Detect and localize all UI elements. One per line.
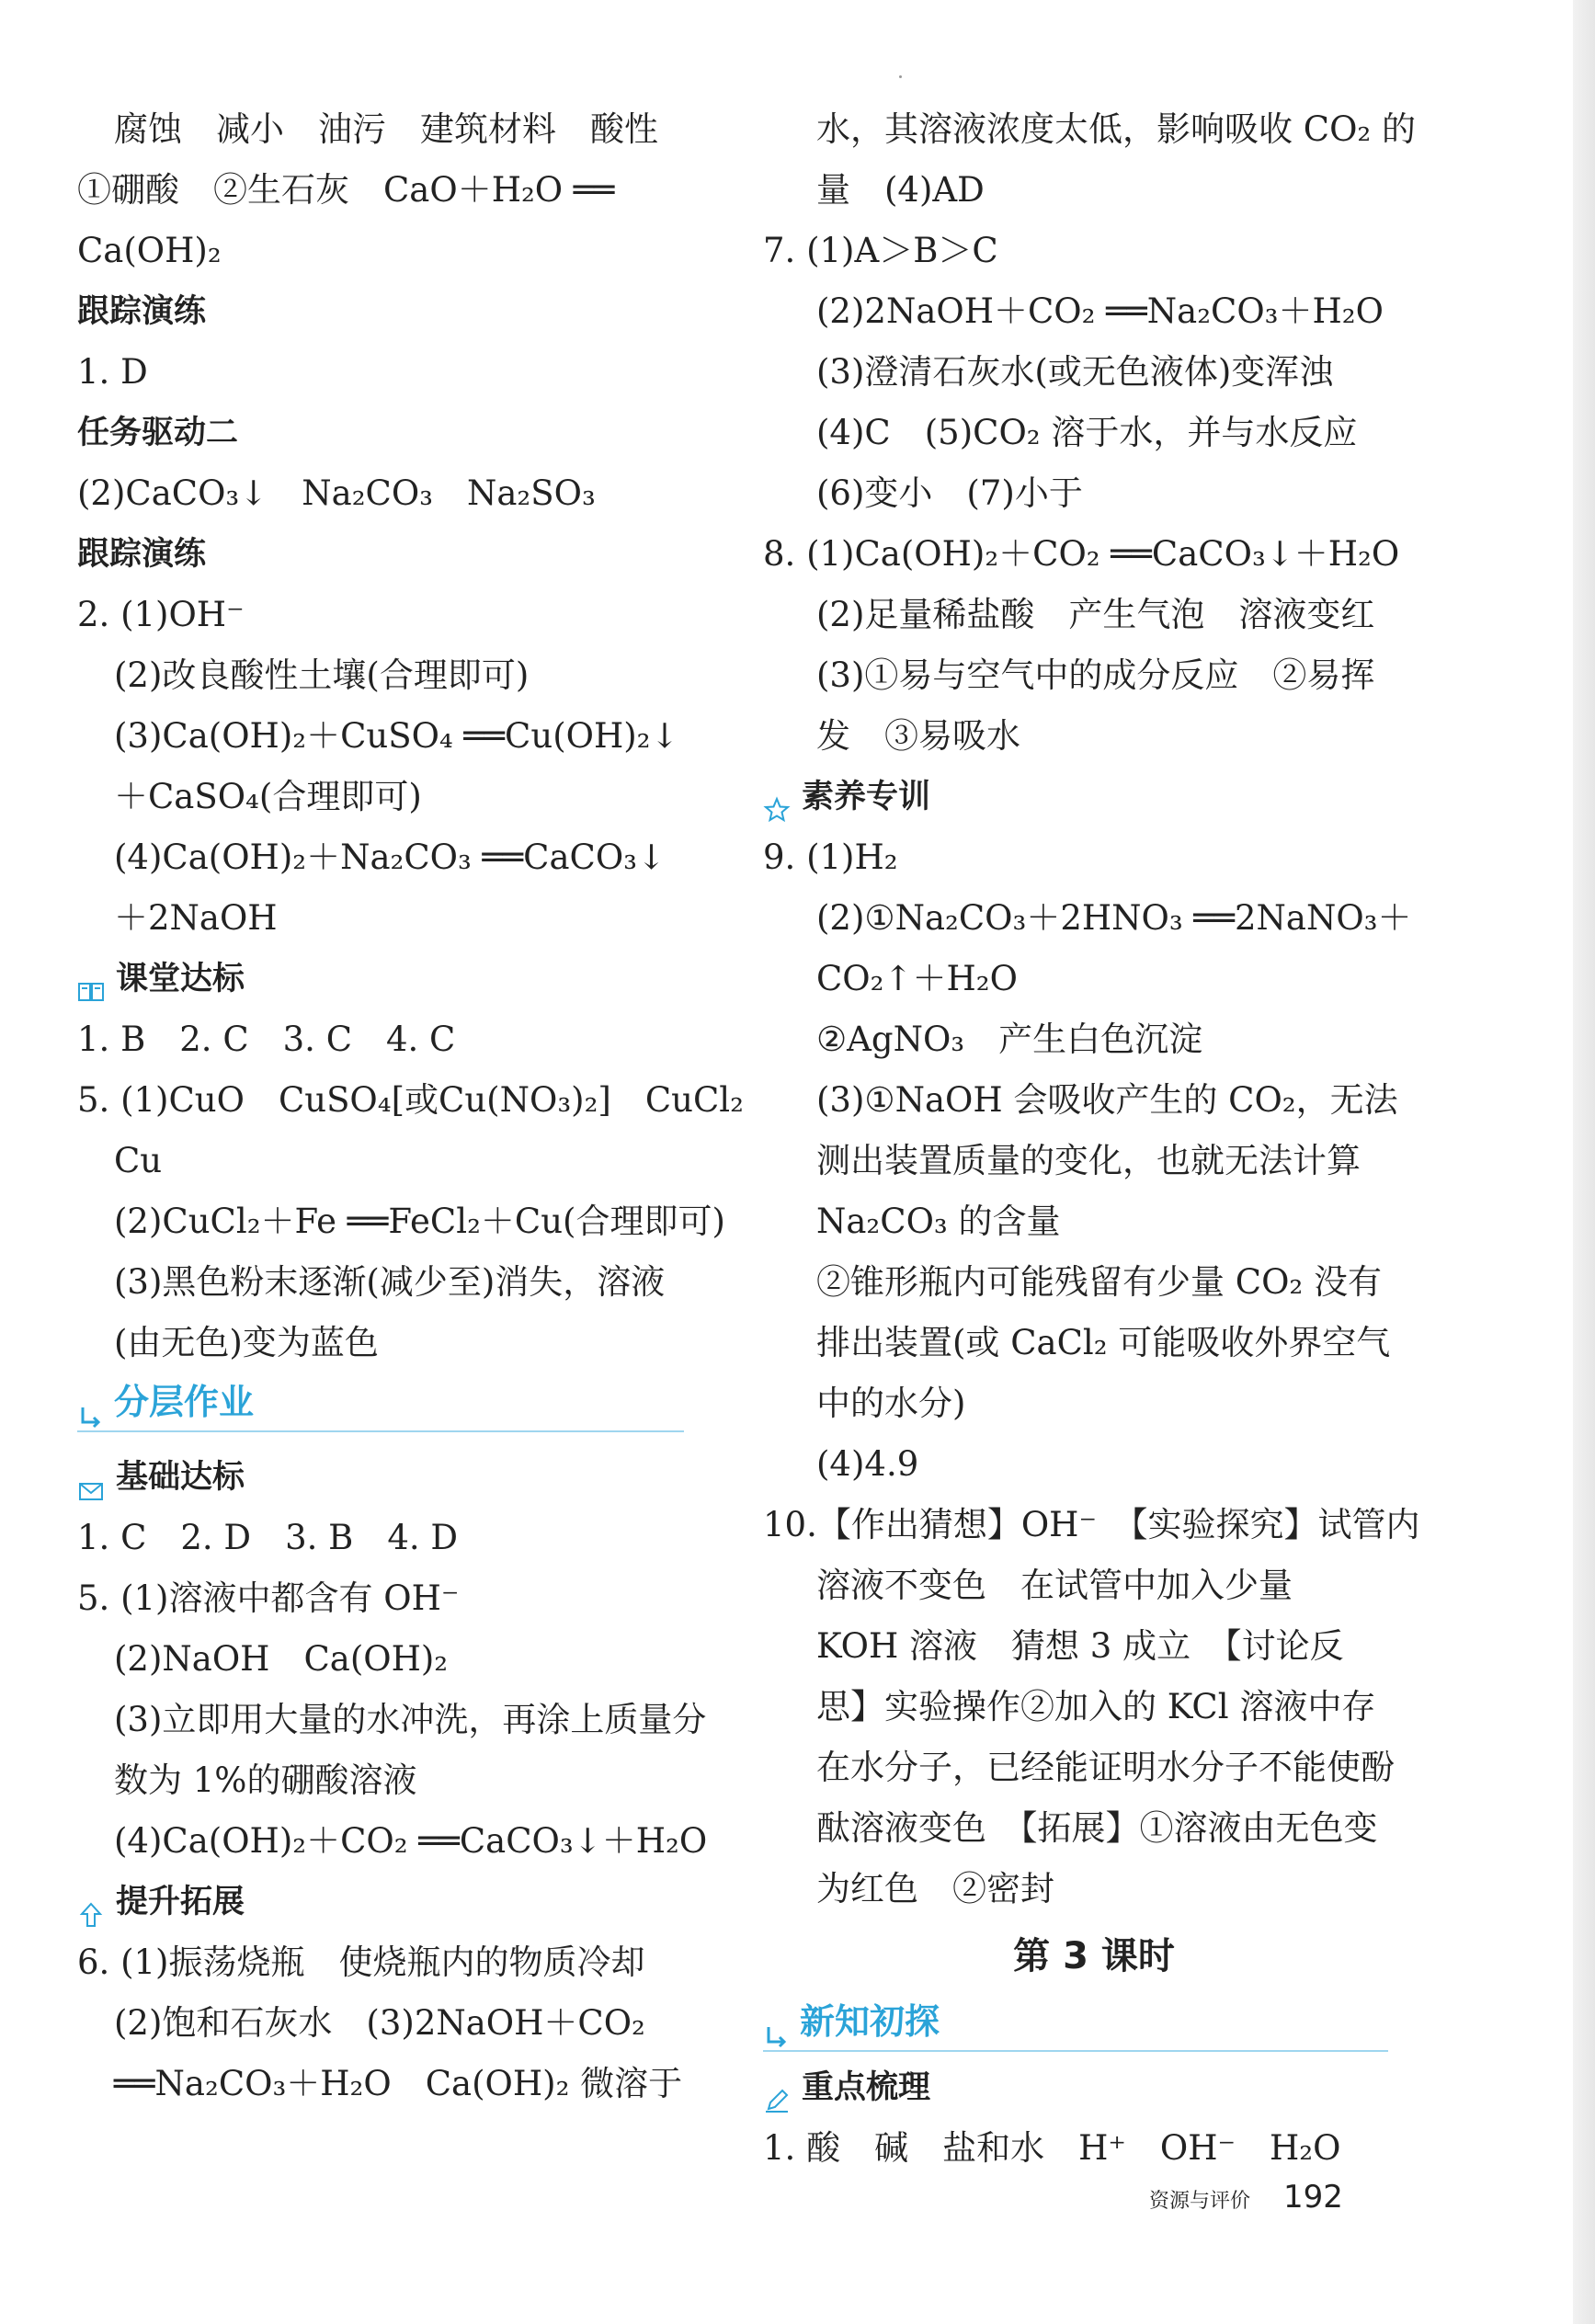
left-lines-2 bbox=[77, 1009, 744, 1373]
text-line: ＋2NaOH bbox=[114, 898, 278, 938]
page-footer bbox=[1149, 2179, 1343, 2216]
text-line: 发 ③易吸水 bbox=[816, 716, 1020, 756]
page-number: 192 bbox=[1283, 2179, 1343, 2216]
text-line: (2)①Na₂CO₃＋2HNO₃ ══2NaNO₃＋ bbox=[816, 898, 1412, 938]
text-line: 数为 1%的硼酸溶液 bbox=[114, 1760, 417, 1800]
lesson-title: 第 3 课时 bbox=[1013, 1935, 1175, 1977]
section-suyang bbox=[763, 767, 1425, 827]
page-edge-shadow bbox=[1573, 0, 1595, 2324]
section-zhongdian-label: 重点梳理 bbox=[802, 2069, 931, 2106]
text-line: 量 (4)AD bbox=[816, 170, 985, 210]
section-ketang-label: 课堂达标 bbox=[116, 961, 245, 997]
text-line: 排出装置(或 CaCl₂ 可能吸收外界空气 bbox=[816, 1323, 1391, 1362]
text-line: (3)Ca(OH)₂＋CuSO₄ ══Cu(OH)₂↓ bbox=[114, 716, 679, 756]
text-line: 在水分子，已经能证明水分子不能使酚 bbox=[816, 1748, 1395, 1787]
section-zhongdian bbox=[763, 2057, 1425, 2118]
envelope-icon bbox=[77, 1464, 105, 1491]
text-line: 7. (1)A＞B＞C bbox=[763, 231, 998, 270]
text-line: CO₂↑＋H₂O bbox=[816, 959, 1018, 998]
text-line: ②AgNO₃ 产生白色沉淀 bbox=[816, 1020, 1203, 1059]
text-line: 1. 酸 碱 盐和水 H⁺ OH⁻ H₂O bbox=[763, 2128, 1341, 2168]
text-line: Cu bbox=[114, 1141, 163, 1180]
text-line: (4)C (5)CO₂ 溶于水，并与水反应 bbox=[816, 413, 1358, 452]
right-lines-2 bbox=[763, 827, 1425, 1920]
book-icon bbox=[77, 965, 105, 993]
arrow-corner-icon bbox=[763, 2009, 789, 2034]
text-line: 水，其溶液浓度太低，影响吸收 CO₂ 的 bbox=[816, 109, 1416, 149]
text-line: 9. (1)H₂ bbox=[763, 837, 898, 877]
left-lines-1 bbox=[77, 99, 721, 949]
section-xinzhi-label: 新知初探 bbox=[800, 2001, 940, 2042]
text-line: 测出装置质量的变化，也就无法计算 bbox=[816, 1141, 1361, 1180]
text-line: (3)澄清石灰水(或无色液体)变浑浊 bbox=[816, 352, 1334, 392]
text-line: (3)①NaOH 会吸收产生的 CO₂，无法 bbox=[816, 1080, 1398, 1120]
star-icon bbox=[763, 783, 791, 811]
text-line: (2)2NaOH＋CO₂ ══Na₂CO₃＋H₂O bbox=[816, 291, 1384, 331]
up-arrow-icon bbox=[77, 1888, 105, 1916]
text-line: 思】实验操作②加入的 KCl 溶液中存 bbox=[816, 1687, 1376, 1726]
text-line: ＋CaSO₄(合理即可) bbox=[114, 777, 422, 816]
text-line: Na₂CO₃ 的含量 bbox=[816, 1202, 1061, 1241]
section-suyang-label: 素养专训 bbox=[802, 779, 931, 815]
section-jichu bbox=[77, 1447, 721, 1508]
text-line: 2. (1)OH⁻ bbox=[77, 595, 245, 634]
section-ketang bbox=[77, 949, 721, 1009]
pen-icon bbox=[763, 2074, 791, 2102]
text-line: (3)立即用大量的水冲洗，再涂上质量分 bbox=[114, 1700, 707, 1739]
text-line: (2)CuCl₂＋Fe ══FeCl₂＋Cu(合理即可) bbox=[114, 1202, 725, 1241]
text-line: ══Na₂CO₃＋H₂O Ca(OH)₂ 微溶于 bbox=[114, 2064, 683, 2103]
text-line: (2)NaOH Ca(OH)₂ bbox=[114, 1639, 449, 1679]
text-line: (3)①易与空气中的成分反应 ②易挥 bbox=[816, 655, 1375, 695]
text-line: Ca(OH)₂ bbox=[77, 231, 222, 270]
text-line: ①硼酸 ②生石灰 CaO＋H₂O ══ bbox=[77, 170, 615, 210]
text-line: (2)改良酸性土壤(合理即可) bbox=[114, 655, 530, 695]
left-lines-3 bbox=[77, 1508, 721, 1872]
text-line: 跟踪演练 bbox=[77, 293, 207, 330]
text-line: 5. (1)CuO CuSO₄[或Cu(NO₃)₂] CuCl₂ bbox=[77, 1080, 744, 1120]
text-line: (6)变小 (7)小于 bbox=[816, 473, 1083, 513]
right-lines-1 bbox=[763, 99, 1425, 767]
section-fenceng-label: 分层作业 bbox=[114, 1382, 255, 1422]
text-line: 5. (1)溶液中都含有 OH⁻ bbox=[77, 1578, 460, 1618]
footer-label: 资源与评价 bbox=[1149, 2190, 1251, 2213]
text-line: (3)黑色粉末逐渐(减少至)消失，溶液 bbox=[114, 1262, 666, 1302]
text-line: 8. (1)Ca(OH)₂＋CO₂ ══CaCO₃↓＋H₂O bbox=[763, 534, 1400, 574]
xinzhi-bar bbox=[763, 1993, 1388, 2052]
text-line: 任务驱动二 bbox=[77, 415, 239, 451]
text-line: KOH 溶液 猜想 3 成立 【讨论反 bbox=[816, 1626, 1344, 1666]
section-fenceng bbox=[77, 1373, 721, 1447]
text-line: 中的水分) bbox=[816, 1384, 966, 1423]
left-lines-4 bbox=[77, 1932, 721, 2114]
text-line: 1. C 2. D 3. B 4. D bbox=[77, 1518, 459, 1557]
text-line: 腐蚀 减小 油污 建筑材料 酸性 bbox=[114, 109, 658, 149]
section-jichu-label: 基础达标 bbox=[116, 1459, 245, 1496]
text-line: (2)饱和石灰水 (3)2NaOH＋CO₂ bbox=[114, 2003, 645, 2043]
text-line: 酞溶液变色 【拓展】①溶液由无色变 bbox=[816, 1808, 1378, 1848]
text-line: 为红色 ②密封 bbox=[816, 1869, 1054, 1908]
section-xinzhi bbox=[763, 1993, 1425, 2057]
text-line: (4)4.9 bbox=[816, 1444, 919, 1484]
fenceng-bar bbox=[77, 1373, 684, 1432]
text-line: (2)足量稀盐酸 产生气泡 溶液变红 bbox=[816, 595, 1375, 634]
text-line: (2)CaCO₃↓ Na₂CO₃ Na₂SO₃ bbox=[77, 473, 596, 513]
left-column bbox=[77, 99, 744, 2114]
text-line: 1. D bbox=[77, 352, 148, 392]
text-line: ②锥形瓶内可能残留有少量 CO₂ 没有 bbox=[816, 1262, 1382, 1302]
text-line: (4)Ca(OH)₂＋Na₂CO₃ ══CaCO₃↓ bbox=[114, 837, 666, 877]
section-tisheng bbox=[77, 1872, 721, 1932]
text-line: (4)Ca(OH)₂＋CO₂ ══CaCO₃↓＋H₂O bbox=[114, 1821, 708, 1861]
text-line: 跟踪演练 bbox=[77, 536, 207, 573]
text-line: 溶液不变色 在试管中加入少量 bbox=[816, 1566, 1293, 1605]
text-line: 6. (1)振荡烧瓶 使烧瓶内的物质冷却 bbox=[77, 1942, 645, 1982]
text-line: 1. B 2. C 3. C 4. C bbox=[77, 1020, 456, 1059]
text-line: (由无色)变为蓝色 bbox=[114, 1323, 379, 1362]
right-lines-3 bbox=[763, 2118, 1425, 2179]
right-column bbox=[763, 99, 1425, 2179]
text-line: 10.【作出猜想】OH⁻ 【实验探究】试管内 bbox=[763, 1505, 1420, 1544]
scan-dot bbox=[899, 75, 902, 78]
section-tisheng-label: 提升拓展 bbox=[116, 1884, 245, 1920]
arrow-corner-icon bbox=[77, 1389, 103, 1415]
